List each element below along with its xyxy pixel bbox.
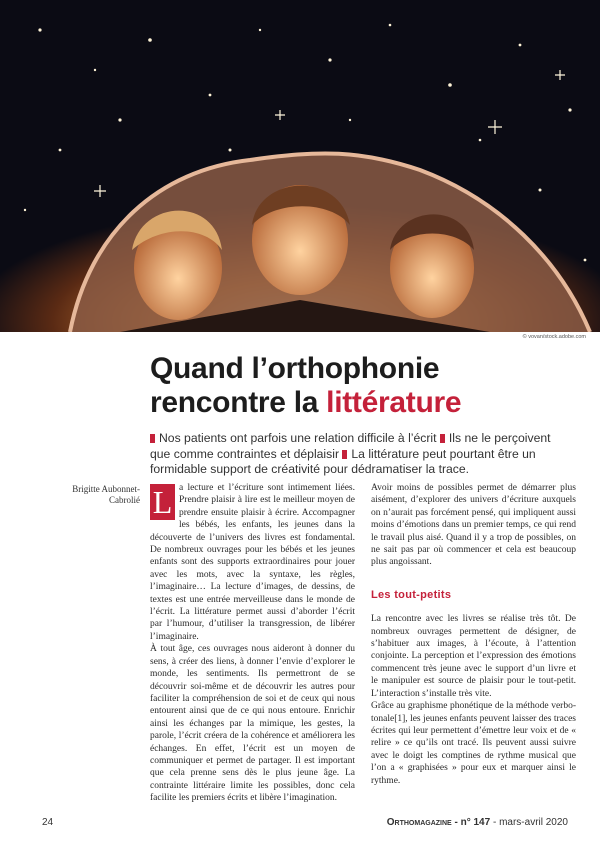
- magazine-footer: [387, 817, 568, 828]
- red-square-marker: [342, 450, 347, 459]
- issue-date: - mars-avril 2020: [490, 817, 568, 828]
- cover-photo: [0, 0, 600, 332]
- magazine-name: Orthomagazine: [386, 817, 452, 828]
- section-heading: Les tout-petits: [371, 588, 452, 601]
- red-square-marker: [150, 434, 155, 443]
- lead-sentence-2: Ils ne le perçoivent que comme contraintes et déplaisir: [150, 431, 551, 461]
- paragraph: [150, 482, 355, 643]
- title-accent-word: littérature: [326, 386, 462, 419]
- paragraph: Grâce au graphisme phonétique de la méthode verbo-tonale[1], les jeunes enfants peuvent laisser des traces écrites qui leur permettent d’émettre leur voix et de « relire » ce qu’ils ont tracé. Ils peuvent aussi suivre avec le doigt les comptines de rythme musical que l’on a « graphisées » pour eux et marquer ainsi le rythme.: [371, 701, 576, 786]
- lead-sentence-3: La littérature peut pourtant être un formidable support de créativité pour dédramatiser la trace.: [150, 446, 536, 477]
- author-line-2: Cabrolié: [109, 495, 140, 505]
- title-line-2-start: rencontre la: [150, 386, 327, 419]
- body-column-2: [371, 482, 576, 787]
- drop-cap: L: [150, 484, 175, 520]
- title-line-2: [150, 386, 550, 420]
- title-line-1: Quand l’orthophonie: [150, 352, 440, 385]
- paragraph-text: a lecture et l’écriture sont intimement liées. Prendre plaisir à lire est le meilleur moyen de prendre ensuite plaisir à écrire. Accompagner les bébés, les enfants, les jeunes dans la découverte de l’univers des livres est fondamental. De nombreux ouvrages pour les bébés et les jeunes enfants sont des supports extraordinaires pour jouer avec les mots, avec la syntaxe, les règles, l’imaginaire… La lecture d’images, de dessins, de textes est une entrée merveilleuse dans le monde de l’écrit. La littérature permet aussi d’aborder l’écrit par l’humour, d’utiliser la transgression, de libérer l’imaginaire.: [150, 483, 355, 642]
- lead-sentence-1: Nos patients ont parfois une relation difficile à l’écrit: [159, 431, 437, 445]
- children-reading-illustration: [0, 0, 600, 332]
- paragraph: À tout âge, ces ouvrages nous aideront à donner du sens, à créer des liens, à donner l’envie d’explorer le monde, les sentiments. Ils permettront de se découvrir soi-même et de découvrir les autres pour faciliter la compréhension de soi et de ceux qui nous entourent ainsi que de ce qui nous entoure. Enrichir ainsi les échanges par la mimique, les gestes, la parole, l’écrit créera de la cohérence et améliorera les échanges. En effet, l’écrit est un moyen de communiquer et permet de partager. Il est important que cela prenne sens dès le plus jeune âge. La contrainte littéraire limite les possibles, donc cela facilite les premiers écrits et libère l’imagination.: [150, 644, 355, 804]
- photo-credit: © vovan/stock.adobe.com: [522, 334, 586, 340]
- body-column-1: [150, 482, 355, 805]
- issue-number: - n° 147: [451, 817, 491, 828]
- paragraph: Avoir moins de possibles permet de démarrer plus aisément, d’explorer des univers d’écriture auxquels on n’aurait pas forcément pensé, qui impliquent aussi moins d’émotions dans un premier temps, ce qui rend le travail plus aisé. Quand il y a trop de possibles, on ne sait pas par où commencer et cela est beaucoup plus angoissant.: [371, 483, 576, 568]
- article-title: [150, 352, 550, 420]
- author-line-1: Brigitte Aubonnet-: [72, 484, 140, 494]
- red-square-marker: [440, 434, 445, 443]
- article-lead: [150, 431, 565, 478]
- paragraph: La rencontre avec les livres se réalise très tôt. De nombreux ouvrages permettent de désigner, de s’habituer aux images, à l’écoute, à l’attention conjointe. La perception et l’expression des émotions commencent très jeune avec le support d’un livre et le manipuler est source de plaisir pour le tout-petit. L’interaction s’installe très vite.: [371, 614, 576, 699]
- author-byline: [60, 484, 140, 506]
- page-number: 24: [42, 817, 54, 828]
